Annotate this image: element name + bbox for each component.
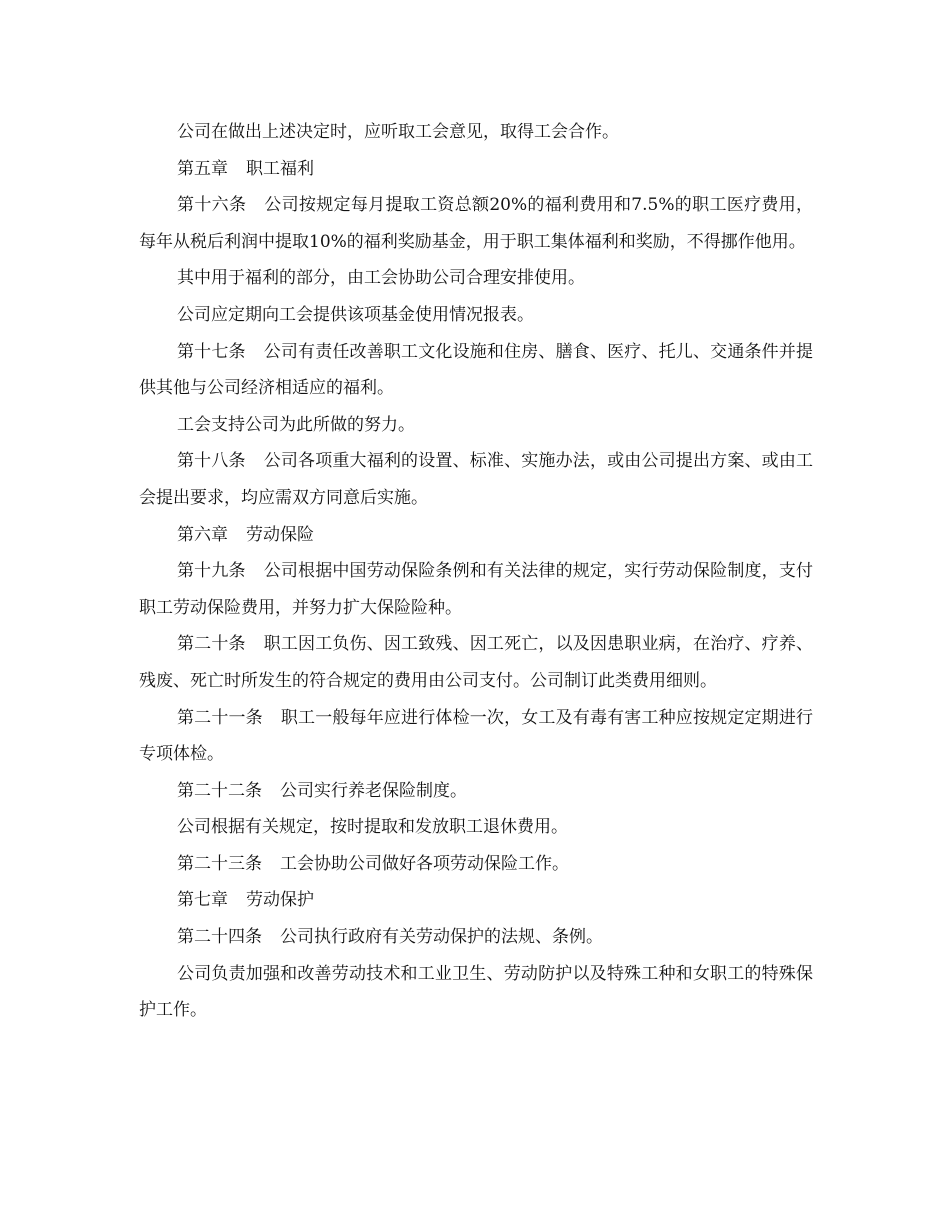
article-text: 公司实行养老保险制度。 [280, 780, 467, 801]
chapter-title: 劳动保护 [246, 890, 314, 911]
article-paragraph [139, 919, 813, 956]
document-body [139, 114, 813, 1029]
article-paragraph [139, 626, 813, 699]
paragraph-text: 工会支持公司为此所做的努力。 [177, 414, 415, 435]
article-paragraph [139, 334, 813, 407]
article-text: 公司执行政府有关劳动保护的法规、条例。 [280, 927, 603, 948]
paragraph-text: 公司负责加强和改善劳动技术和工业卫生、劳动防护以及特殊工种和女职工的特殊保护工作。 [139, 963, 813, 1021]
article-label: 第二十条 [177, 634, 246, 655]
paragraph [139, 260, 813, 297]
paragraph-text: 公司根据有关规定，按时提取和发放职工退休费用。 [177, 817, 568, 838]
chapter-label: 第六章 [177, 524, 228, 545]
article-label: 第十六条 [177, 195, 247, 216]
paragraph [139, 114, 813, 151]
chapter-title: 劳动保险 [246, 524, 314, 545]
paragraph [139, 809, 813, 846]
chapter-label: 第七章 [177, 890, 228, 911]
article-paragraph [139, 773, 813, 810]
article-text: 公司有责任改善职工文化设施和住房、膳食、医疗、托儿、交通条件并提供其他与公司经济相适应的福利。 [139, 341, 814, 399]
article-paragraph [139, 700, 813, 773]
article-paragraph [139, 553, 813, 626]
chapter-heading [139, 151, 813, 188]
article-text: 公司按规定每月提取工资总额20%的福利费用和7.5%的职工医疗费用，每年从税后利润中提取10%的福利奖励基金，用于职工集体福利和奖励，不得挪作他用。 [139, 195, 814, 252]
article-label: 第二十四条 [177, 927, 262, 948]
article-label: 第二十一条 [177, 707, 263, 728]
article-label: 第十八条 [177, 451, 246, 472]
paragraph-text: 公司在做出上述决定时，应听取工会意见，取得工会合作。 [177, 122, 619, 142]
paragraph-text: 其中用于福利的部分，由工会协助公司合理安排使用。 [177, 268, 585, 289]
paragraph-text: 公司应定期向工会提供该项基金使用情况报表。 [177, 304, 534, 325]
article-paragraph [139, 187, 813, 260]
article-text: 工会协助公司做好各项劳动保险工作。 [280, 853, 569, 874]
article-paragraph [139, 846, 813, 883]
paragraph [139, 956, 813, 1029]
chapter-title: 职工福利 [246, 158, 314, 179]
article-label: 第二十三条 [177, 853, 262, 874]
article-label: 第二十二条 [177, 780, 262, 801]
article-paragraph [139, 443, 813, 516]
article-text: 职工因工负伤、因工致残、因工死亡，以及因患职业病，在治疗、疗养、残废、死亡时所发生的符合规定的费用由公司支付。公司制订此类费用细则。 [139, 634, 814, 691]
chapter-heading [139, 882, 813, 919]
chapter-label: 第五章 [177, 158, 228, 179]
article-label: 第十七条 [177, 341, 246, 362]
article-label: 第十九条 [177, 561, 246, 582]
paragraph [139, 407, 813, 444]
chapter-heading [139, 517, 813, 554]
article-text: 职工一般每年应进行体检一次，女工及有毒有害工种应按规定定期进行专项体检。 [139, 707, 814, 765]
paragraph [139, 297, 813, 334]
article-text: 公司根据中国劳动保险条例和有关法律的规定，实行劳动保险制度，支付职工劳动保险费用，并努力扩大保险险种。 [139, 561, 814, 618]
article-text: 公司各项重大福利的设置、标准、实施办法，或由公司提出方案、或由工会提出要求，均应需双方同意后实施。 [139, 451, 814, 508]
